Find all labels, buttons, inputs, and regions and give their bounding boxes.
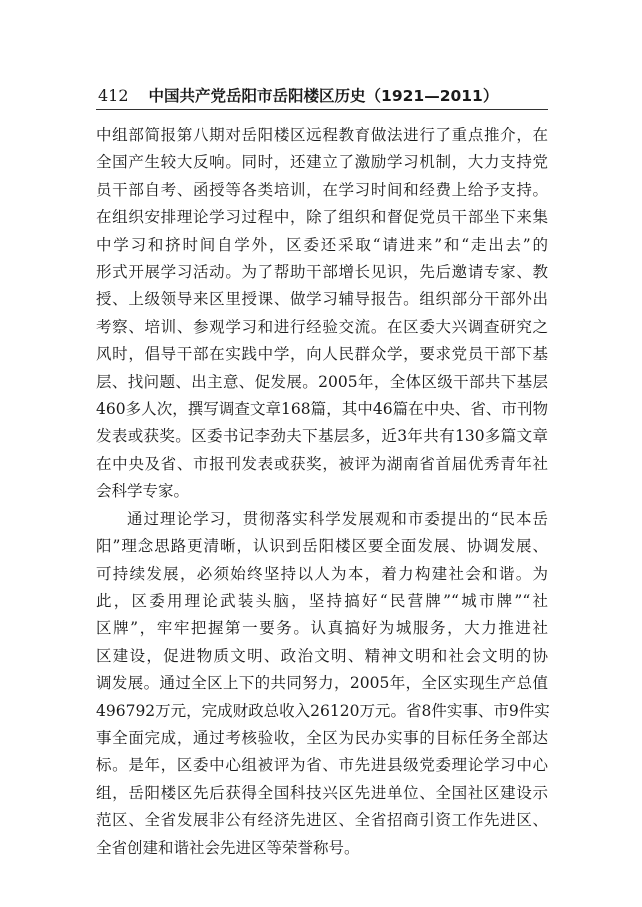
text-line: 阳”理念思路更清晰，认识到岳阳楼区要全面发展、协调发展、 [96, 537, 548, 556]
text-line: 此，区委用理论武装头脑，坚持搞好“民营牌”“城市牌”“社 [96, 591, 548, 610]
page-number: 412 [98, 86, 129, 105]
text-line: 授、上级领导来区里授课、做学习辅导报告。组织部分干部外出 [96, 290, 548, 309]
text-line: 层、找问题、出主意、促发展。2005年，全体区级干部共下基层 [96, 372, 548, 391]
text-line: 风时，倡导干部在实践中学，向人民群众学，要求党员干部下基 [96, 345, 548, 364]
text-line: 组，岳阳楼区先后获得全国科技兴区先进单位、全国社区建设示 [96, 783, 548, 802]
header-rule [96, 109, 548, 110]
text-line: 考察、培训、参观学习和进行经验交流。在区委大兴调查研究之 [96, 317, 548, 336]
text-line: 在组织安排理论学习过程中，除了组织和督促党员干部坐下来集 [96, 208, 548, 227]
text-line: 区牌”，牢牢把握第一要务。认真搞好为城服务，大力推进社 [96, 619, 548, 638]
text-line: 中学习和挤时间自学外，区委还采取“请进来”和“走出去”的 [96, 235, 548, 254]
paragraph-1 [96, 122, 548, 506]
text-line: 全省创建和谐社会先进区等荣誉称号。 [96, 838, 360, 857]
paragraph-2 [96, 506, 548, 862]
text-line: 会科学专家。 [96, 482, 190, 501]
text-line: 在中央及省、市报刊发表或获奖，被评为湖南省首届优秀青年社 [96, 454, 548, 473]
body-text [96, 122, 548, 862]
page-header [98, 82, 546, 106]
text-line: 事全面完成，通过考核验收，全区为民办实事的目标任务全部达 [96, 728, 548, 747]
text-line: 形式开展学习活动。为了帮助干部增长见识，先后邀请专家、教 [96, 263, 548, 282]
text-line: 标。是年，区委中心组被评为省、市先进县级党委理论学习中心 [96, 756, 548, 775]
text-line: 员干部自考、函授等各类培训，在学习时间和经费上给予支持。 [96, 180, 548, 199]
text-line: 可持续发展，必须始终坚持以人为本，着力构建社会和谐。为 [96, 564, 548, 583]
text-line: 发表或获奖。区委书记李劲夫下基层多，近3年共有130多篇文章 [96, 427, 548, 446]
text-line: 区建设，促进物质文明、政治文明、精神文明和社会文明的协 [96, 646, 548, 665]
text-line: 460多人次，撰写调查文章168篇，其中46篇在中央、省、市刊物 [96, 400, 548, 419]
running-title: 中国共产党岳阳市岳阳楼区历史（1921—2011） [148, 87, 499, 105]
text-line: 496792万元，完成财政总收入26120万元。省8件实事、市9件实 [96, 701, 550, 720]
text-line: 范区、全省发展非公有经济先进区、全省招商引资工作先进区、 [96, 811, 548, 830]
text-line: 全国产生较大反响。同时，还建立了激励学习机制，大力支持党 [96, 153, 548, 172]
text-line: 中组部简报第八期对岳阳楼区远程教育做法进行了重点推介，在 [96, 126, 548, 144]
text-line: 通过理论学习，贯彻落实科学发展观和市委提出的“民本岳 [127, 509, 548, 528]
text-line: 调发展。通过全区上下的共同努力，2005年，全区实现生产总值 [96, 674, 548, 693]
